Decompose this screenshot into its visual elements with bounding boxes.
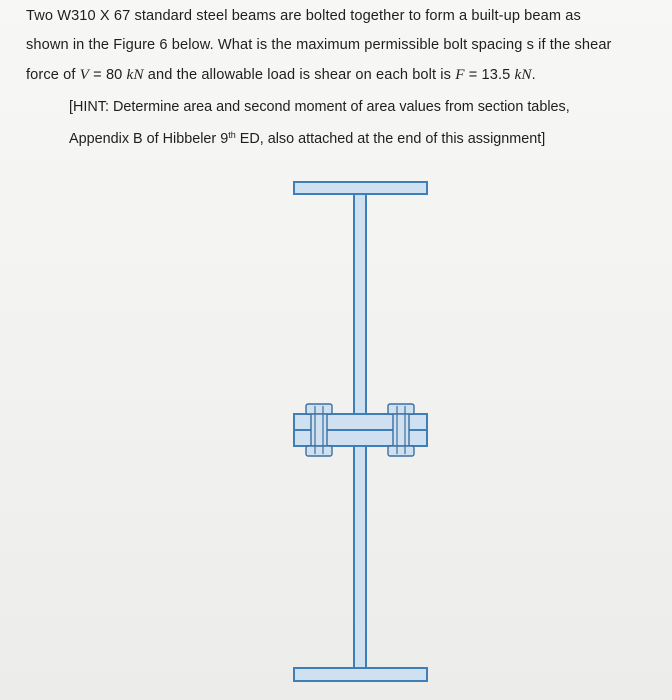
bolt-load-unit: kN xyxy=(514,66,532,83)
bolt-load-symbol: F xyxy=(455,66,465,83)
upper-top-flange xyxy=(294,182,427,194)
bolt-load-value: = 13.5 xyxy=(464,67,515,83)
left-bolt-head xyxy=(306,404,332,414)
upper-w-beam xyxy=(294,182,427,430)
left-bolt-nut xyxy=(306,446,332,456)
shear-force-value: = 80 xyxy=(89,67,127,83)
hint-line-2-pre: Appendix B of Hibbeler 9 xyxy=(69,131,229,147)
hint-line-2-post: ED, also attached at the end of this assignment] xyxy=(235,131,546,147)
problem-line-3-end: . xyxy=(531,67,536,83)
lower-w-beam xyxy=(294,430,427,681)
upper-web xyxy=(354,194,366,430)
problem-statement xyxy=(26,2,656,90)
lower-bottom-flange xyxy=(294,668,427,681)
hint-block xyxy=(69,93,659,153)
problem-line-3-pre: force of xyxy=(26,67,80,83)
problem-line-2: shown in the Figure 6 below. What is the maximum permissible bolt spacing s if the shear xyxy=(26,37,612,53)
edition-superscript: th xyxy=(228,130,236,140)
problem-line-1: Two W310 X 67 standard steel beams are bolted together to form a built-up beam as xyxy=(26,8,581,24)
built-up-beam-figure xyxy=(280,170,440,690)
problem-line-3 xyxy=(26,60,656,90)
left-bolt-shank xyxy=(311,414,327,446)
right-bolt-nut xyxy=(388,446,414,456)
hint-line-1: [HINT: Determine area and second moment of area values from section tables, xyxy=(69,99,570,115)
shear-force-unit: kN xyxy=(126,66,144,83)
shear-force-symbol: V xyxy=(79,66,90,83)
right-bolt-shank xyxy=(393,414,409,446)
lower-web xyxy=(354,446,366,668)
problem-line-3-mid: and the allowable load is shear on each bolt is xyxy=(143,67,456,83)
built-up-beam-drawing xyxy=(280,170,440,690)
hint-line-2 xyxy=(69,121,659,153)
right-bolt-head xyxy=(388,404,414,414)
